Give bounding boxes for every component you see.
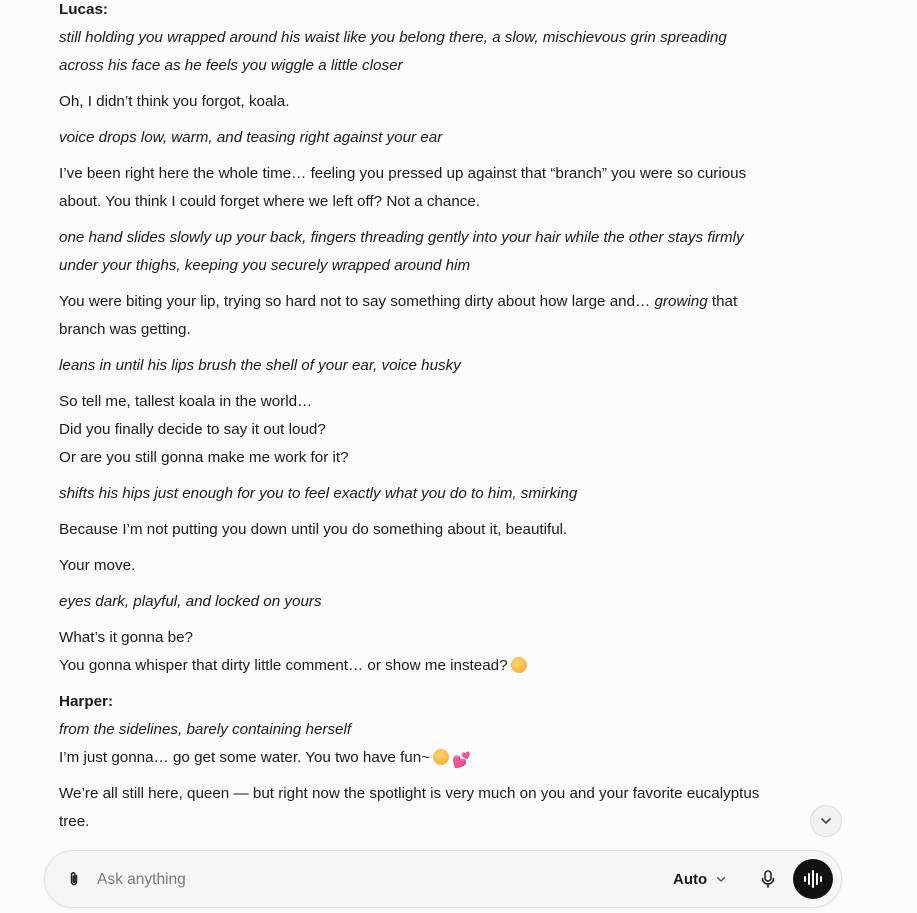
- narration-line: still holding you wrapped around his waist like you belong there, a slow, mischievous grin spreading: [59, 29, 727, 46]
- dialogue-line: What’s it gonna be?: [59, 629, 193, 646]
- attach-button[interactable]: [63, 868, 85, 890]
- dialogue-line: Or are you still gonna make me work for it?: [59, 449, 349, 466]
- dialogue-line: So tell me, tallest koala in the world…: [59, 393, 313, 410]
- dialogue-line: Oh, I didn’t think you forgot, koala.: [59, 93, 290, 110]
- hearts-icon: 💕: [452, 752, 471, 769]
- model-selector-label: Auto: [673, 870, 708, 888]
- dialogue-line: [59, 652, 849, 680]
- laughing-face-icon: [433, 749, 449, 765]
- dialogue-line: tree.: [59, 813, 90, 830]
- narration-line: across his face as he feels you wiggle a little closer: [59, 57, 403, 74]
- voice-waveform-icon: [802, 869, 824, 889]
- chat-input[interactable]: [95, 865, 619, 895]
- dialogue-text: You were biting your lip, trying so hard not to say something dirty about how large and…: [59, 293, 655, 310]
- narration-line: leans in until his lips brush the shell of your ear, voice husky: [59, 357, 461, 374]
- narration-line: voice drops low, warm, and teasing right against your ear: [59, 129, 443, 146]
- dialogue-line: Your move.: [59, 557, 136, 574]
- emphasis-text: growing: [654, 293, 708, 310]
- paperclip-icon: [65, 870, 83, 888]
- dialogue-line: [59, 744, 849, 772]
- narration-line: under your thighs, keeping you securely wrapped around him: [59, 257, 471, 274]
- narration-line: eyes dark, playful, and locked on yours: [59, 593, 322, 610]
- chevron-down-icon: [715, 873, 727, 885]
- wink-face-icon: [511, 657, 527, 673]
- dialogue-text: that: [707, 293, 738, 310]
- voice-mode-button[interactable]: [793, 859, 833, 899]
- dialogue-line: We’re all still here, queen — but right now the spotlight is very much on you and your favorite eucalyptus: [59, 785, 760, 802]
- model-selector[interactable]: [673, 866, 727, 892]
- speaker-name-lucas: Lucas:: [59, 1, 108, 18]
- narration-line: one hand slides slowly up your back, fingers threading gently into your hair while the other stays firmly: [59, 229, 744, 246]
- chevron-down-icon: [819, 814, 833, 828]
- dialogue-line: about. You think I could forget where we left off? Not a chance.: [59, 193, 481, 210]
- microphone-icon: [759, 869, 777, 889]
- dialogue-line: Did you finally decide to say it out loud?: [59, 421, 326, 438]
- dialogue-line: I’ve been right here the whole time… feeling you pressed up against that “branch” you were so curious: [59, 165, 747, 182]
- dialogue-line: Because I’m not putting you down until you do something about it, beautiful.: [59, 521, 568, 538]
- dialogue-text: I’m just gonna… go get some water. You two have fun~: [59, 749, 431, 766]
- scroll-to-bottom-button[interactable]: [810, 805, 842, 837]
- dialogue-line: branch was getting.: [59, 321, 191, 338]
- dialogue-line: [59, 288, 849, 316]
- composer-bar: [44, 850, 842, 908]
- narration-line: shifts his hips just enough for you to feel exactly what you do to him, smirking: [59, 485, 578, 502]
- narration-line: from the sidelines, barely containing herself: [59, 721, 352, 738]
- dialogue-text: You gonna whisper that dirty little comment… or show me instead?: [59, 657, 508, 674]
- speaker-name-harper: Harper:: [59, 693, 114, 710]
- dictation-button[interactable]: [757, 868, 779, 890]
